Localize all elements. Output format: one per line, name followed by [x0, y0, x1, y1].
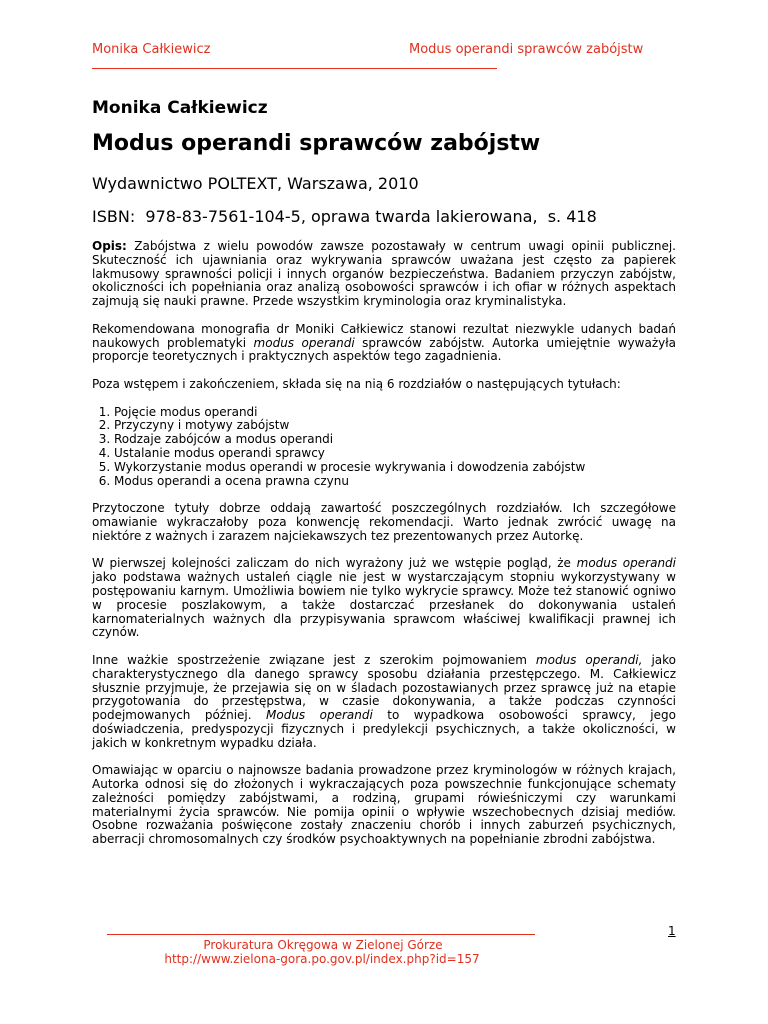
footer-url: http://www.zielona-gora.po.gov.pl/index.php?id=157: [164, 952, 480, 966]
book-title: Modus operandi sprawców zabójstw: [92, 131, 541, 156]
footer-institution: Prokuratura Okręgowa w Zielonej Górze: [203, 938, 443, 952]
description-label: Opis:: [92, 239, 127, 253]
paragraph-text: jako charakterystycznego dla danego sprawcy sposobu działania przestępczego. M. Całkiewicz słusznie przyjmuje, że przejawia się on w śladach pozostawianych przez sprawcę już na etapie przygotowania do przestępstwa, w czasie dokonywania, a także podczas czynności podejmowanych później.: [92, 652, 676, 723]
book-author: Monika Całkiewicz: [92, 98, 268, 118]
chapter-list: [92, 406, 676, 489]
italic-term: modus operandi: [576, 556, 676, 571]
paragraph-text: jako podstawa ważnych ustaleń ciągle nie jest w wystarczającym stopniu wykorzystywany w postępowaniu karnym. Umożliwia bowiem nie tylko wykrycie sprawcy. Może też stanowić ogniwo w procesie poszlakowym, a także dostarczać przesłanek do dokonywania ustaleń karnomaterialnych ważnych dla przypisywania sprawcom właściwej kwalifikacji prawnej ich czynów.: [92, 570, 676, 640]
chapter-item: 2. Przyczyny i motywy zabójstw: [114, 419, 676, 433]
paragraph-text: Inne ważkie spostrzeżenie związane jest z szerokim pojmowaniem: [92, 652, 536, 667]
paragraph-titles: Przytoczone tytuły dobrze oddają zawartość poszczególnych rozdziałów. Ich szczegółowe omawianie wykraczałoby poza konwencję rekomendacji. Warto jednak zwrócić uwagę na niektóre z ważnych i zarazem najciekawszych tez prezentowanych przez Autorkę.: [92, 501, 676, 543]
header-author: Monika Całkiewicz: [92, 42, 211, 57]
header-title: Modus operandi sprawców zabójstw: [409, 42, 644, 57]
book-publisher: Wydawnictwo POLTEXT, Warszawa, 2010: [92, 174, 419, 193]
description-text: Zabójstwa z wielu powodów zawsze pozostawały w centrum uwagi opinii publicznej. Skuteczność ich ujawniania oraz wykrywania sprawców uważana jest często za papierek lakmusowy sprawności policji i innych organów bezpieczeństwa. Badaniem przyczyn zabójstw, okoliczności ich popełniania oraz analizą osobowości sprawców i ich ofiar w różnych aspektach zajmują się nauki prawne. Przede wszystkim kryminologia oraz kryminalistyka.: [92, 239, 676, 309]
chapter-item: 5. Wykorzystanie modus operandi w procesie wykrywania i dowodzenia zabójstw: [114, 461, 676, 475]
chapter-item: 4. Ustalanie modus operandi sprawcy: [114, 447, 676, 461]
italic-term: modus operandi: [253, 335, 355, 350]
italic-term: modus operandi,: [535, 652, 643, 667]
chapter-item: 1. Pojęcie modus operandi: [114, 406, 676, 420]
paragraph-chapters-intro: Poza wstępem i zakończeniem, składa się na nią 6 rozdziałów o następujących tytułach:: [92, 376, 621, 391]
page-number: 1: [668, 924, 676, 938]
paragraph-research: Omawiając w oparciu o najnowsze badania prowadzone przez kryminologów w różnych krajach, Autorka odnosi się do złożonych i wykraczających poza powszechnie funkcjonujące schematy zależności pomiędzy zabójstwami, a rodziną, grupami rówieśniczymi czy warunkami materialnymi życia sprawców. Nie pomija opinii o wpływie wszechobecnych dzisiaj mediów. Osobne rozważania poświęcone zostały znaczeniu chorób i innych zaburzeń psychicznych, aberracji chromosomalnych czy środków psychoaktywnych na popełnianie zbrodni zabójstwa.: [92, 763, 676, 847]
paragraph-text: W pierwszej kolejności zaliczam do nich wyrażony już we wstępie pogląd, że: [92, 556, 577, 571]
paragraph-text: to wypadkowa osobowości sprawcy, jego doświadczenia, predyspozycji fizycznych i predylekcji psychicznych, a także okoliczności, w jakich w konkretnym wypadku działa.: [92, 708, 676, 750]
chapter-item: 6. Modus operandi a ocena prawna czynu: [114, 475, 676, 489]
book-isbn: ISBN: 978-83-7561-104-5, oprawa twarda lakierowana, s. 418: [92, 207, 597, 226]
italic-term: Modus operandi: [266, 708, 373, 723]
paragraph-description: [92, 240, 676, 309]
header-rule: [92, 68, 497, 69]
paragraph-text: Rekomendowana monografia dr Moniki Całkiewicz stanowi rezultat niezwykle udanych badań naukowych problematyki: [92, 321, 676, 350]
chapter-item: 3. Rodzaje zabójców a modus operandi: [114, 433, 676, 447]
paragraph-text: sprawców zabójstw. Autorka umiejętnie wyważyła proporcje teoretycznych i praktycznych aspektów tego zagadnienia.: [92, 335, 676, 364]
paragraph-second-thesis: [92, 654, 676, 751]
review-body: [92, 240, 676, 861]
paragraph-first-thesis: [92, 557, 676, 640]
paragraph-recommendation: [92, 323, 676, 364]
footer-rule: [107, 934, 535, 935]
